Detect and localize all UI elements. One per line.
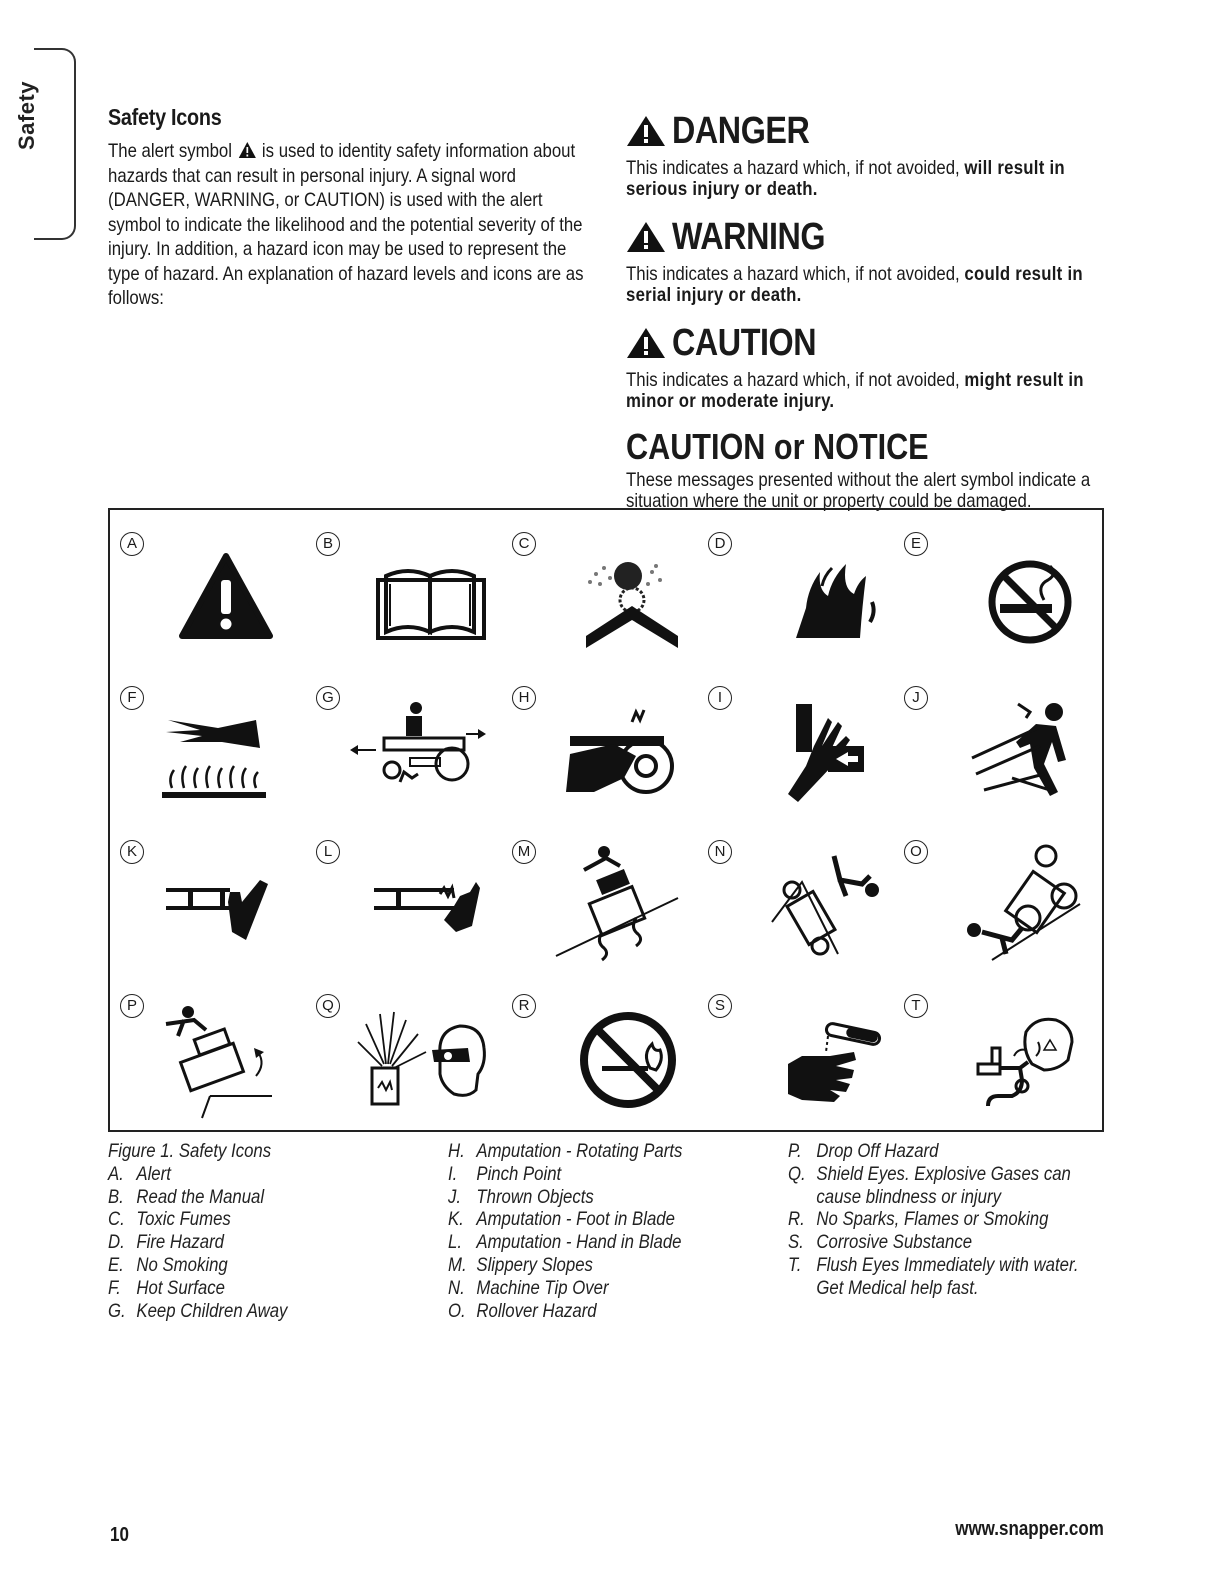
icon-cell-d: [700, 516, 896, 668]
icon-cell-f: [112, 670, 308, 822]
caption-key: N.: [448, 1276, 465, 1299]
icon-cell-k: [112, 824, 308, 976]
caption-text: Keep Children Away: [136, 1299, 288, 1322]
icon-letter: R: [512, 994, 536, 1018]
caption-key: K.: [448, 1208, 464, 1231]
alert-symbol-icon: [626, 115, 666, 147]
slippery-slopes-icon: [540, 836, 690, 966]
caption-key: I.: [448, 1162, 458, 1185]
rollover-icon: [932, 836, 1082, 966]
no-flames-icon: [540, 990, 690, 1120]
caption-key: G.: [108, 1299, 126, 1322]
icon-letter: G: [316, 686, 340, 710]
caption-text: Corrosive Substance: [816, 1231, 973, 1254]
icon-cell-a: [112, 516, 308, 668]
intro-text-part: is used to identity safety information about hazards that can result in personal injury. A signal word (DANGER, WARNING, or CAUTION) is used with the alert symbol to indicate the likelihood and the potential severity of the injury. In addition, a hazard icon may be used to represent the type of hazard. An explanation of hazard levels and icons are as follows:: [108, 140, 584, 309]
caption-item: [448, 1208, 682, 1231]
flush-eyes-icon: [932, 990, 1082, 1120]
page-number: 10: [110, 1524, 129, 1546]
icon-letter: C: [512, 532, 536, 556]
caption-key: P.: [788, 1140, 802, 1162]
caption-key: D.: [108, 1231, 125, 1254]
alert-symbol-icon: [626, 327, 666, 359]
corrosive-icon: [736, 990, 886, 1120]
icon-letter: O: [904, 840, 928, 864]
caption-text: Hot Surface: [136, 1276, 225, 1299]
caption-text: Amputation - Foot in Blade: [476, 1208, 675, 1231]
icon-letter: D: [708, 532, 732, 556]
caption-key: T.: [788, 1253, 802, 1276]
caption-item-continued: Get Medical help fast.: [816, 1276, 979, 1299]
icon-cell-l: [308, 824, 504, 976]
figure-title: Figure 1. Safety Icons: [108, 1140, 272, 1162]
caption-key: J.: [448, 1185, 462, 1208]
foot-in-blade-icon: [148, 836, 298, 966]
thrown-objects-icon: [932, 682, 1082, 812]
icon-cell-q: [308, 978, 504, 1130]
toxic-fumes-icon: [540, 528, 690, 658]
icon-letter: K: [120, 840, 144, 864]
caption-item: [788, 1208, 1079, 1231]
caption-key: S.: [788, 1231, 804, 1254]
signal-title: DANGER: [672, 109, 810, 152]
caption-key: Q.: [788, 1162, 806, 1185]
icon-letter: N: [708, 840, 732, 864]
caption-item: [448, 1140, 682, 1163]
caption-key: L.: [448, 1231, 462, 1254]
icon-letter: T: [904, 994, 928, 1018]
caption-item: [788, 1254, 1079, 1277]
caption-text: Thrown Objects: [476, 1185, 594, 1208]
caption-text: Drop Off Hazard: [816, 1140, 939, 1162]
caption-item: [448, 1300, 682, 1323]
caption-item: [108, 1231, 287, 1254]
icon-letter: F: [120, 686, 144, 710]
icon-cell-r: [504, 978, 700, 1130]
icon-letter: J: [904, 686, 928, 710]
icon-cell-j: [896, 670, 1092, 822]
signal-danger: [626, 108, 1116, 200]
caption-key: O.: [448, 1299, 466, 1322]
intro-heading: Safety Icons: [108, 104, 222, 130]
caption-text: Flush Eyes Immediately with water.: [816, 1253, 1079, 1276]
icon-cell-e: [896, 516, 1092, 668]
caption-item: [108, 1186, 287, 1209]
alert-symbol-icon: [238, 142, 255, 158]
intro-section: [108, 104, 598, 311]
hot-surface-icon: [148, 682, 298, 812]
caption-key: B.: [108, 1185, 124, 1208]
icon-letter: Q: [316, 994, 340, 1018]
icon-cell-m: [504, 824, 700, 976]
signal-description: [626, 370, 1108, 412]
caption-key: E.: [108, 1253, 124, 1276]
icon-cell-b: [308, 516, 504, 668]
icon-letter: P: [120, 994, 144, 1018]
caption-item: [108, 1254, 287, 1277]
caption-text: No Sparks, Flames or Smoking: [816, 1208, 1049, 1231]
signal-title: CAUTION: [672, 321, 817, 364]
caption-item: [108, 1208, 287, 1231]
icon-cell-s: [700, 978, 896, 1130]
fire-icon: [736, 528, 886, 658]
signal-emphasis: could result in serial injury or death.: [626, 263, 1083, 306]
caption-item: [108, 1300, 287, 1323]
icon-letter: H: [512, 686, 536, 710]
caption-text: Amputation - Rotating Parts: [476, 1140, 683, 1162]
icon-cell-o: [896, 824, 1092, 976]
caption-text: Read the Manual: [136, 1185, 265, 1208]
icon-cell-c: [504, 516, 700, 668]
icon-letter: M: [512, 840, 536, 864]
icon-cell-t: [896, 978, 1092, 1130]
notice-description: These messages presented without the alert symbol indicate a situation where the unit or property could be damaged.: [626, 469, 1091, 512]
signal-emphasis: will result in serious injury or death.: [626, 157, 1065, 200]
caption-item: [448, 1231, 682, 1254]
signal-title: WARNING: [672, 215, 826, 258]
caption-key: R.: [788, 1208, 805, 1231]
icon-cell-h: [504, 670, 700, 822]
caption-item: [108, 1277, 287, 1300]
signal-emphasis: might result in minor or moderate injury.: [626, 369, 1084, 412]
caption-text: Machine Tip Over: [476, 1276, 609, 1299]
caption-text: Rollover Hazard: [476, 1299, 597, 1322]
caption-column-1: [108, 1140, 287, 1322]
section-tab-label: Safety: [14, 80, 39, 150]
alert-triangle-icon: [148, 528, 298, 658]
caption-item: [448, 1277, 682, 1300]
icon-letter: E: [904, 532, 928, 556]
caption-item: [788, 1163, 1079, 1186]
icon-letter: A: [120, 532, 144, 556]
icon-letter: L: [316, 840, 340, 864]
caption-item: [108, 1163, 287, 1186]
intro-text-part: The alert symbol: [108, 140, 232, 162]
icon-letter: B: [316, 532, 340, 556]
pinch-point-icon: [736, 682, 886, 812]
manual-book-icon: [344, 528, 494, 658]
signal-warning: [626, 214, 1116, 306]
icon-letter: S: [708, 994, 732, 1018]
notice-title: CAUTION or NOTICE: [626, 426, 929, 467]
caption-column-2: [448, 1140, 682, 1322]
no-smoking-icon: [932, 528, 1082, 658]
caption-key: M.: [448, 1253, 467, 1276]
caption-key: F.: [108, 1276, 121, 1299]
caption-text: Alert: [136, 1162, 171, 1185]
signal-text: This indicates a hazard which, if not avoided,: [626, 369, 965, 391]
caption-key: H.: [448, 1140, 465, 1162]
caption-text: Slippery Slopes: [476, 1253, 593, 1276]
drop-off-icon: [148, 990, 298, 1120]
signal-caution: [626, 320, 1116, 412]
shield-eyes-icon: [344, 990, 494, 1120]
caption-item-continued: cause blindness or injury: [816, 1185, 1001, 1208]
signal-notice: [626, 426, 1116, 512]
icon-cell-i: [700, 670, 896, 822]
icon-cell-n: [700, 824, 896, 976]
signal-text: This indicates a hazard which, if not avoided,: [626, 157, 965, 179]
caption-item: [448, 1254, 682, 1277]
caption-key: C.: [108, 1208, 125, 1231]
signal-text: This indicates a hazard which, if not avoided,: [626, 263, 965, 285]
safety-icons-figure: [108, 508, 1104, 1132]
icon-cell-p: [112, 978, 308, 1130]
intro-text: [108, 139, 598, 311]
signal-words: [626, 108, 1116, 526]
caption-item: [448, 1163, 682, 1186]
keep-children-away-icon: [344, 682, 494, 812]
section-tab: [34, 48, 76, 240]
caption-item: [788, 1231, 1079, 1254]
caption-text: Fire Hazard: [136, 1231, 224, 1254]
website-url: www.snapper.com: [955, 1518, 1104, 1540]
caption-item: [788, 1140, 1079, 1163]
caption-text: No Smoking: [136, 1253, 228, 1276]
icon-cell-g: [308, 670, 504, 822]
caption-text: Toxic Fumes: [136, 1208, 231, 1231]
signal-description: [626, 264, 1108, 306]
alert-symbol-icon: [626, 221, 666, 253]
rotating-parts-icon: [540, 682, 690, 812]
hand-in-blade-icon: [344, 836, 494, 966]
caption-text: Shield Eyes. Explosive Gases can: [816, 1162, 1071, 1185]
caption-text: Pinch Point: [476, 1162, 562, 1185]
caption-key: A.: [108, 1162, 124, 1185]
caption-text: Amputation - Hand in Blade: [476, 1231, 682, 1254]
icon-letter: I: [708, 686, 732, 710]
machine-tip-over-icon: [736, 836, 886, 966]
signal-description: [626, 158, 1108, 200]
caption-column-3: [788, 1140, 1079, 1300]
caption-item: [448, 1186, 682, 1209]
